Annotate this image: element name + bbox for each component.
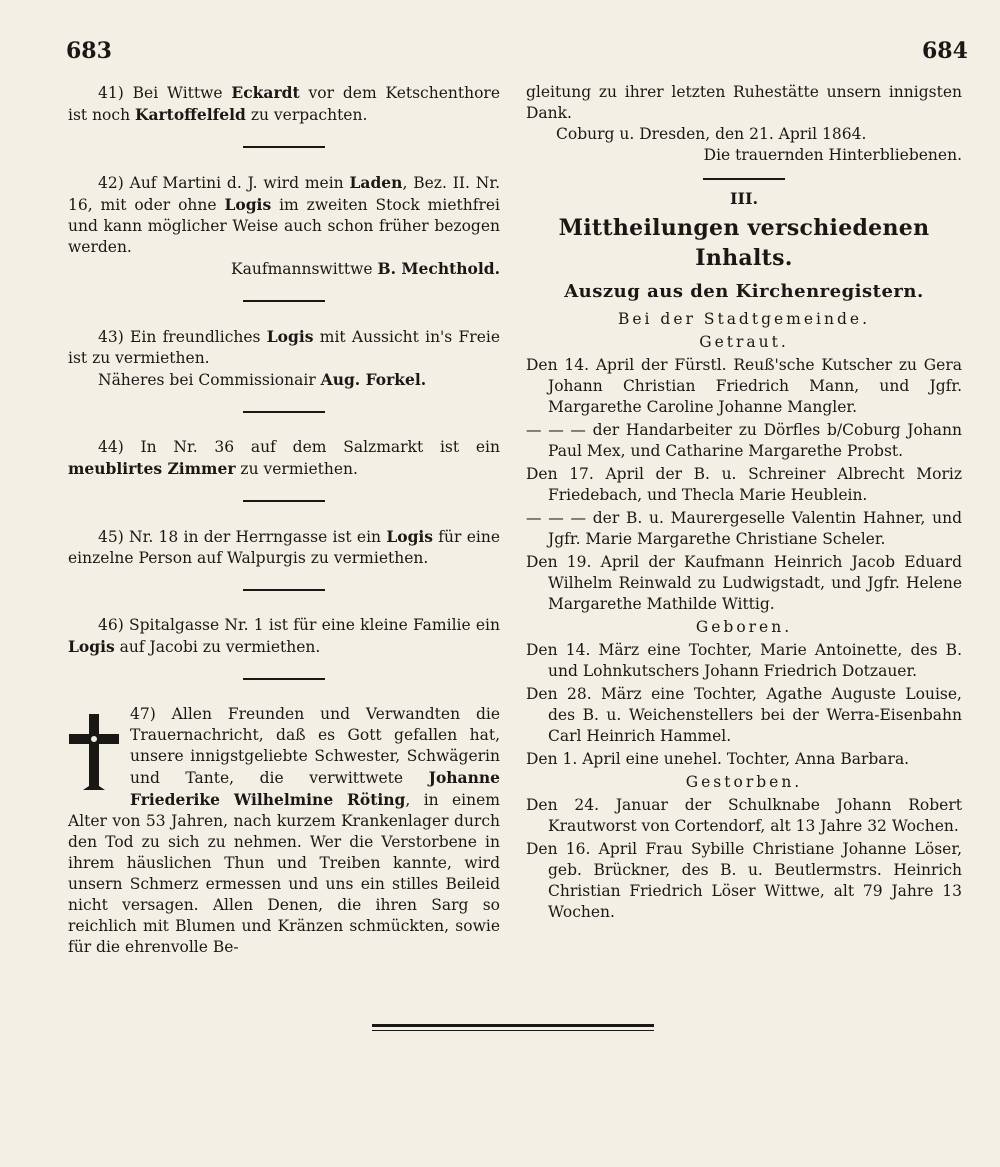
notice-text: , Bez. II. Nr. 16, mit oder ohne xyxy=(68,174,500,214)
notice-bold: Kartoffelfeld xyxy=(134,105,246,124)
notice-text: 45) Nr. 18 in der Herrngasse ist ein xyxy=(98,528,387,546)
page-number-right: 684 xyxy=(922,38,968,64)
notice-43 xyxy=(68,326,500,369)
notice-text: 44) In Nr. 36 auf dem Salzmarkt ist ein xyxy=(98,438,500,456)
notice-bold: Logis xyxy=(266,327,314,346)
register-entry: Den 19. April der Kaufmann Heinrich Jacob Eduard Wilhelm Reinwald zu Ludwigstadt, und Jgfr. Helene Margarethe Mathilde Wittig. xyxy=(526,553,962,613)
notice-text: 41) Bei Wittwe xyxy=(98,84,232,102)
notice-text: auf Jacobi zu vermiethen. xyxy=(114,638,321,656)
obituary-place-date: Coburg u. Dresden, den 21. April 1864. xyxy=(556,125,867,143)
register-entry: Den 14. April der Fürstl. Reuß'sche Kutscher zu Gera Johann Christian Friedrich Mann, und Jgfr. Margarethe Caroline Johanne Mangler. xyxy=(526,356,962,416)
register-entry: Den 14. März eine Tochter, Marie Antoinette, des B. und Lohnkutschers Johann Friedrich Dotzauer. xyxy=(526,641,962,680)
married-heading: Getraut. xyxy=(699,333,789,351)
notice-text: 47) Allen Freunden und Verwandten die Trauernachricht, daß es Gott gefallen hat, unsere innigstgeliebte Schwester, Schwägerin und Tante, die verwittwete xyxy=(130,705,500,787)
notice-bold: Logis xyxy=(68,637,115,656)
obituary xyxy=(68,704,500,958)
divider xyxy=(243,411,325,413)
notice-42-signature xyxy=(68,258,500,280)
notice-text: vor dem Ketschenthore ist noch xyxy=(68,84,500,124)
notice-bold: Logis xyxy=(224,195,272,214)
right-column xyxy=(526,82,962,923)
divider xyxy=(243,589,325,591)
register-entry: Den 17. April der B. u. Schreiner Albrecht Moriz Friedebach, und Thecla Marie Heublein. xyxy=(526,465,962,504)
parish-heading: Bei der Stadtgemeinde. xyxy=(617,310,871,328)
obituary-signature: Die trauernden Hinterbliebenen. xyxy=(703,146,962,164)
notice-text: 43) Ein freundliches xyxy=(98,328,267,346)
notice-text: , in einem Alter von 53 Jahren, nach kurzem Krankenlager durch den Tod zu sich zu nehmen. Wer die Verstorbene in ihrem häuslichen Thun und Treiben kannte, wird unsern Schmerz ermessen und uns ein stilles Beileid nicht versagen. Allen Denen, die ihren Sarg so reichlich mit Blumen und Kränzen schmückten, sowie für die ehrenvolle Be- xyxy=(68,791,500,956)
notice-41 xyxy=(68,82,500,126)
notice-46 xyxy=(68,615,500,658)
notice-text: zu verpachten. xyxy=(245,106,368,124)
signature-text: Kaufmannswittwe xyxy=(231,260,378,278)
page-number-left: 683 xyxy=(66,38,112,64)
notice-44 xyxy=(68,437,500,480)
left-column xyxy=(68,82,500,958)
register-entry: Den 28. März eine Tochter, Agathe Auguste Louise, des B. u. Weichenstellers bei der Werra-Eisenbahn Carl Heinrich Hammel. xyxy=(526,685,962,745)
deceased-name: Johanne Friederike Wilhelmine Röting xyxy=(130,768,500,809)
divider xyxy=(243,500,325,502)
register-entry: Den 16. April Frau Sybille Christiane Johanne Löser, geb. Brückner, des B. u. Beutlermstrs. Heinrich Christian Friedrich Löser Wittwe, alt 79 Jahre 13 Wochen. xyxy=(526,840,962,921)
signature-name: Aug. Forkel. xyxy=(320,370,427,389)
page-end-rule-thin xyxy=(372,1030,654,1031)
born-heading: Geboren. xyxy=(695,618,793,636)
signature-name: B. Mechthold. xyxy=(377,259,500,278)
notice-42 xyxy=(68,172,500,258)
notice-47 xyxy=(68,704,500,958)
page-end-rule xyxy=(372,1024,654,1027)
notice-bold: meublirtes Zimmer xyxy=(68,459,236,478)
notice-bold: Eckardt xyxy=(231,83,300,102)
obituary-continuation: gleitung zu ihrer letzten Ruhestätte unsern innigsten Dank. xyxy=(526,83,962,122)
subsection-title: Auszug aus den Kirchenregistern. xyxy=(564,281,924,302)
divider xyxy=(243,146,325,148)
notice-text: für eine einzelne Person auf Walpurgis zu vermiethen. xyxy=(68,528,500,567)
divider xyxy=(243,300,325,302)
divider xyxy=(703,178,785,180)
notice-bold: Logis xyxy=(386,527,434,546)
register-entry: Den 24. Januar der Schulknabe Johann Robert Krautworst von Cortendorf, alt 13 Jahre 32 Wochen. xyxy=(526,796,962,835)
notice-text: mit Aussicht in's Freie ist zu vermiethen. xyxy=(68,328,501,367)
died-heading: Gestorben. xyxy=(685,773,803,791)
divider xyxy=(243,678,325,680)
register-entry: — — — der B. u. Maurergeselle Valentin Hahner, und Jgfr. Marie Margarethe Christiane Scheler. xyxy=(526,509,962,548)
notice-text: zu vermiethen. xyxy=(235,460,358,478)
notice-bold: Laden xyxy=(349,173,403,192)
notice-45 xyxy=(68,526,500,569)
register-entry: Den 1. April eine unehel. Tochter, Anna Barbara. xyxy=(526,750,910,768)
notice-43-signature xyxy=(68,369,500,391)
cross-icon xyxy=(66,712,122,792)
notice-text: 46) Spitalgasse Nr. 1 ist für eine kleine Familie ein xyxy=(98,616,500,634)
notice-text: im zweiten Stock miethfrei und kann möglicher Weise auch schon früher bezogen werden. xyxy=(68,196,500,256)
notice-text: 42) Auf Martini d. J. wird mein xyxy=(98,174,350,192)
register-entry: — — — der Handarbeiter zu Dörfles b/Coburg Johann Paul Mex, und Catharine Margarethe Probst. xyxy=(526,421,962,460)
signature-text: Näheres bei Commissionair xyxy=(98,371,321,389)
section-title: Mittheilungen verschiedenen Inhalts. xyxy=(558,215,930,271)
section-number: III. xyxy=(729,189,759,208)
